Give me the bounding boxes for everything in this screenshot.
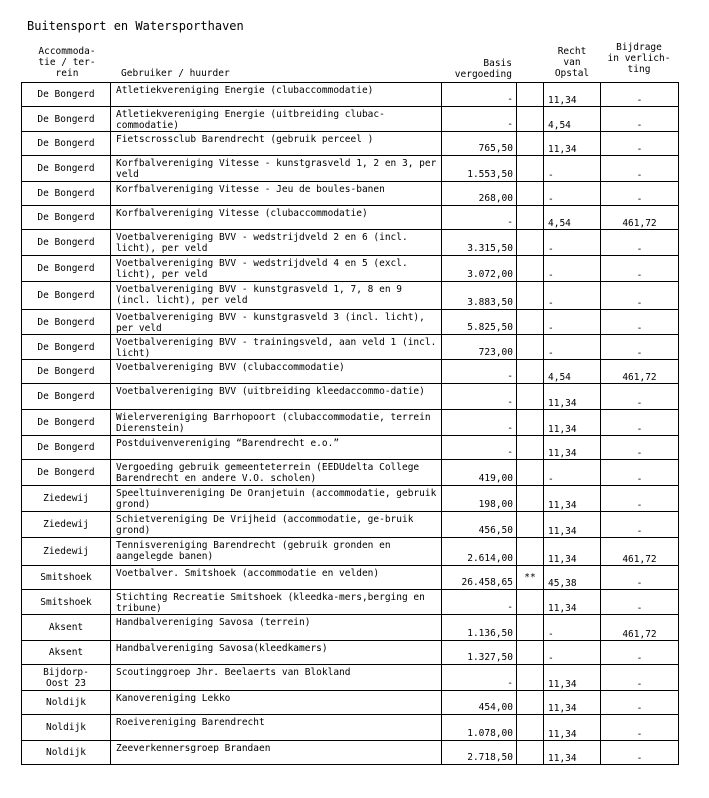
opstal-cell: 11,34 — [544, 741, 601, 765]
opstal-cell: - — [544, 335, 601, 360]
user-cell: Korfbalvereniging Vitesse - Jeu de boules-banen — [111, 182, 442, 206]
header-user: Gebruiker / huurder — [121, 68, 230, 79]
location-cell: De Bongerd — [22, 206, 111, 230]
basis-cell: 1.553,50 — [442, 156, 517, 182]
licht-cell: - — [601, 132, 679, 156]
licht-cell: - — [601, 107, 679, 132]
table-row — [22, 335, 679, 360]
basis-cell: 3.883,50 — [442, 282, 517, 310]
location-cell: Smitshoek — [22, 566, 111, 590]
opstal-cell: - — [544, 460, 601, 486]
basis-cell: 419,00 — [442, 460, 517, 486]
user-cell: Roeivereniging Barendrecht — [111, 715, 442, 741]
basis-cell: 456,50 — [442, 512, 517, 538]
licht-cell: - — [601, 182, 679, 206]
opstal-cell: 4,54 — [544, 107, 601, 132]
header-opstal: Recht van Opstal — [554, 46, 590, 79]
table-row — [22, 182, 679, 206]
location-cell: Ziedewij — [22, 486, 111, 512]
location-cell: Aksent — [22, 641, 111, 665]
table-row — [22, 486, 679, 512]
basis-cell: - — [442, 665, 517, 691]
mark-cell — [517, 230, 544, 256]
basis-cell: - — [442, 206, 517, 230]
basis-cell: 1.078,00 — [442, 715, 517, 741]
header-licht: Bijdrage in verlich- ting — [607, 42, 671, 75]
user-cell: Zeeverkennersgroep Brandaen — [111, 741, 442, 765]
table-row — [22, 715, 679, 741]
opstal-cell: - — [544, 615, 601, 641]
header-basis: Basis vergoeding — [454, 58, 512, 80]
licht-cell: - — [601, 310, 679, 335]
mark-cell — [517, 206, 544, 230]
location-cell: De Bongerd — [22, 310, 111, 335]
sports-table — [21, 82, 679, 765]
user-cell: Korfbalvereniging Vitesse (clubaccommodatie) — [111, 206, 442, 230]
mark-cell — [517, 360, 544, 384]
basis-cell: 3.315,50 — [442, 230, 517, 256]
opstal-cell: 45,38 — [544, 566, 601, 590]
mark-cell: ** — [517, 566, 544, 590]
basis-cell: 723,00 — [442, 335, 517, 360]
mark-cell — [517, 310, 544, 335]
table-row — [22, 641, 679, 665]
user-cell: Atletiekvereniging Energie (clubaccommodatie) — [111, 83, 442, 107]
location-cell: De Bongerd — [22, 460, 111, 486]
location-cell: De Bongerd — [22, 256, 111, 282]
licht-cell: 461,72 — [601, 538, 679, 566]
user-cell: Voetbalvereniging BVV (clubaccommodatie) — [111, 360, 442, 384]
basis-cell: - — [442, 590, 517, 615]
basis-cell: 198,00 — [442, 486, 517, 512]
mark-cell — [517, 83, 544, 107]
licht-cell: - — [601, 665, 679, 691]
location-cell: De Bongerd — [22, 132, 111, 156]
mark-cell — [517, 335, 544, 360]
licht-cell: 461,72 — [601, 360, 679, 384]
basis-cell: - — [442, 107, 517, 132]
opstal-cell: - — [544, 230, 601, 256]
licht-cell: - — [601, 410, 679, 436]
table-row — [22, 590, 679, 615]
mark-cell — [517, 436, 544, 460]
user-cell: Stichting Recreatie Smitshoek (kleedka-mers,berging en tribune) — [111, 590, 442, 615]
location-cell: De Bongerd — [22, 410, 111, 436]
location-cell: De Bongerd — [22, 436, 111, 460]
mark-cell — [517, 384, 544, 410]
user-cell: Speeltuinvereniging De Oranjetuin (accommodatie, gebruik grond) — [111, 486, 442, 512]
licht-cell: - — [601, 741, 679, 765]
table-row — [22, 436, 679, 460]
user-cell: Voetbalvereniging BVV - kunstgrasveld 3 (incl. licht), per veld — [111, 310, 442, 335]
licht-cell: - — [601, 282, 679, 310]
user-cell: Voetbalvereniging BVV - wedstrijdveld 2 en 6 (incl. licht), per veld — [111, 230, 442, 256]
basis-cell: - — [442, 436, 517, 460]
opstal-cell: 11,34 — [544, 665, 601, 691]
licht-cell: - — [601, 715, 679, 741]
user-cell: Voetbalvereniging BVV (uitbreiding kleedaccommo-datie) — [111, 384, 442, 410]
basis-cell: 2.614,00 — [442, 538, 517, 566]
table-row — [22, 256, 679, 282]
location-cell: Noldijk — [22, 741, 111, 765]
opstal-cell: 11,34 — [544, 691, 601, 715]
table-row — [22, 310, 679, 335]
user-cell: Handbalvereniging Savosa (terrein) — [111, 615, 442, 641]
mark-cell — [517, 182, 544, 206]
opstal-cell: 11,34 — [544, 384, 601, 410]
basis-cell: - — [442, 384, 517, 410]
user-cell: Vergoeding gebruik gemeenteterrein (EEDUdelta College Barendrecht en andere V.O. scholen) — [111, 460, 442, 486]
licht-cell: - — [601, 230, 679, 256]
location-cell: De Bongerd — [22, 83, 111, 107]
location-cell: Ziedewij — [22, 538, 111, 566]
opstal-cell: 11,34 — [544, 590, 601, 615]
table-row — [22, 384, 679, 410]
basis-cell: - — [442, 83, 517, 107]
licht-cell: - — [601, 590, 679, 615]
mark-cell — [517, 538, 544, 566]
table-row — [22, 538, 679, 566]
user-cell: Scoutinggroep Jhr. Beelaerts van Blokland — [111, 665, 442, 691]
licht-cell: 461,72 — [601, 206, 679, 230]
opstal-cell: 11,34 — [544, 715, 601, 741]
table-row — [22, 741, 679, 765]
basis-cell: - — [442, 410, 517, 436]
location-cell: De Bongerd — [22, 384, 111, 410]
opstal-cell: - — [544, 156, 601, 182]
table-row — [22, 230, 679, 256]
licht-cell: - — [601, 566, 679, 590]
licht-cell: - — [601, 335, 679, 360]
location-cell: Noldijk — [22, 691, 111, 715]
mark-cell — [517, 282, 544, 310]
basis-cell: - — [442, 360, 517, 384]
table-row — [22, 665, 679, 691]
header-location: Accommoda- tie / ter- rein — [38, 46, 96, 79]
user-cell: Voetbalvereniging BVV - wedstrijdveld 4 en 5 (excl. licht), per veld — [111, 256, 442, 282]
location-cell: Bijdorp- Oost 23 — [22, 665, 111, 691]
licht-cell: - — [601, 83, 679, 107]
basis-cell: 26.458,65 — [442, 566, 517, 590]
table-row — [22, 691, 679, 715]
opstal-cell: 11,34 — [544, 410, 601, 436]
mark-cell — [517, 665, 544, 691]
mark-cell — [517, 410, 544, 436]
mark-cell — [517, 156, 544, 182]
opstal-cell: 11,34 — [544, 132, 601, 156]
table-row — [22, 156, 679, 182]
opstal-cell: 11,34 — [544, 83, 601, 107]
table-row — [22, 615, 679, 641]
basis-cell: 765,50 — [442, 132, 517, 156]
opstal-cell: 11,34 — [544, 486, 601, 512]
opstal-cell: 11,34 — [544, 512, 601, 538]
opstal-cell: 4,54 — [544, 360, 601, 384]
opstal-cell: - — [544, 310, 601, 335]
mark-cell — [517, 615, 544, 641]
user-cell: Kanovereniging Lekko — [111, 691, 442, 715]
opstal-cell: - — [544, 641, 601, 665]
basis-cell: 454,00 — [442, 691, 517, 715]
page-title: Buitensport en Watersporthaven — [27, 19, 244, 33]
table-row — [22, 132, 679, 156]
mark-cell — [517, 107, 544, 132]
user-cell: Schietvereniging De Vrijheid (accommodatie, ge-bruik grond) — [111, 512, 442, 538]
mark-cell — [517, 460, 544, 486]
mark-cell — [517, 691, 544, 715]
user-cell: Voetbalvereniging BVV - kunstgrasveld 1, 7, 8 en 9 (incl. licht), per veld — [111, 282, 442, 310]
location-cell: De Bongerd — [22, 360, 111, 384]
table-row — [22, 566, 679, 590]
licht-cell: - — [601, 691, 679, 715]
licht-cell: - — [601, 256, 679, 282]
table-row — [22, 460, 679, 486]
user-cell: Postduivenvereniging “Barendrecht e.o.” — [111, 436, 442, 460]
licht-cell: - — [601, 156, 679, 182]
licht-cell: - — [601, 384, 679, 410]
opstal-cell: - — [544, 256, 601, 282]
user-cell: Tennisvereniging Barendrecht (gebruik gronden en aangelegde banen) — [111, 538, 442, 566]
location-cell: Ziedewij — [22, 512, 111, 538]
location-cell: De Bongerd — [22, 107, 111, 132]
mark-cell — [517, 132, 544, 156]
user-cell: Handbalvereniging Savosa(kleedkamers) — [111, 641, 442, 665]
opstal-cell: - — [544, 182, 601, 206]
basis-cell: 1.136,50 — [442, 615, 517, 641]
mark-cell — [517, 512, 544, 538]
location-cell: De Bongerd — [22, 182, 111, 206]
basis-cell: 2.718,50 — [442, 741, 517, 765]
basis-cell: 3.072,00 — [442, 256, 517, 282]
opstal-cell: 11,34 — [544, 538, 601, 566]
user-cell: Atletiekvereniging Energie (uitbreiding clubac-commodatie) — [111, 107, 442, 132]
table-row — [22, 512, 679, 538]
basis-cell: 1.327,50 — [442, 641, 517, 665]
licht-cell: - — [601, 486, 679, 512]
table-row — [22, 282, 679, 310]
user-cell: Voetbalver. Smitshoek (accommodatie en velden) — [111, 566, 442, 590]
location-cell: Smitshoek — [22, 590, 111, 615]
licht-cell: 461,72 — [601, 615, 679, 641]
opstal-cell: 4,54 — [544, 206, 601, 230]
licht-cell: - — [601, 512, 679, 538]
mark-cell — [517, 486, 544, 512]
table-row — [22, 206, 679, 230]
location-cell: De Bongerd — [22, 156, 111, 182]
location-cell: Aksent — [22, 615, 111, 641]
opstal-cell: - — [544, 282, 601, 310]
table-row — [22, 83, 679, 107]
table-row — [22, 410, 679, 436]
mark-cell — [517, 741, 544, 765]
table-row — [22, 360, 679, 384]
opstal-cell: 11,34 — [544, 436, 601, 460]
user-cell: Voetbalvereniging BVV - trainingsveld, aan veld 1 (incl. licht) — [111, 335, 442, 360]
licht-cell: - — [601, 460, 679, 486]
user-cell: Wielervereniging Barrhopoort (clubaccommodatie, terrein Dierenstein) — [111, 410, 442, 436]
user-cell: Korfbalvereniging Vitesse - kunstgrasveld 1, 2 en 3, per veld — [111, 156, 442, 182]
location-cell: De Bongerd — [22, 282, 111, 310]
mark-cell — [517, 715, 544, 741]
location-cell: Noldijk — [22, 715, 111, 741]
location-cell: De Bongerd — [22, 230, 111, 256]
mark-cell — [517, 641, 544, 665]
user-cell: Fietscrossclub Barendrecht (gebruik perceel ) — [111, 132, 442, 156]
licht-cell: - — [601, 641, 679, 665]
basis-cell: 5.825,50 — [442, 310, 517, 335]
location-cell: De Bongerd — [22, 335, 111, 360]
table-row — [22, 107, 679, 132]
mark-cell — [517, 256, 544, 282]
licht-cell: - — [601, 436, 679, 460]
basis-cell: 268,00 — [442, 182, 517, 206]
mark-cell — [517, 590, 544, 615]
